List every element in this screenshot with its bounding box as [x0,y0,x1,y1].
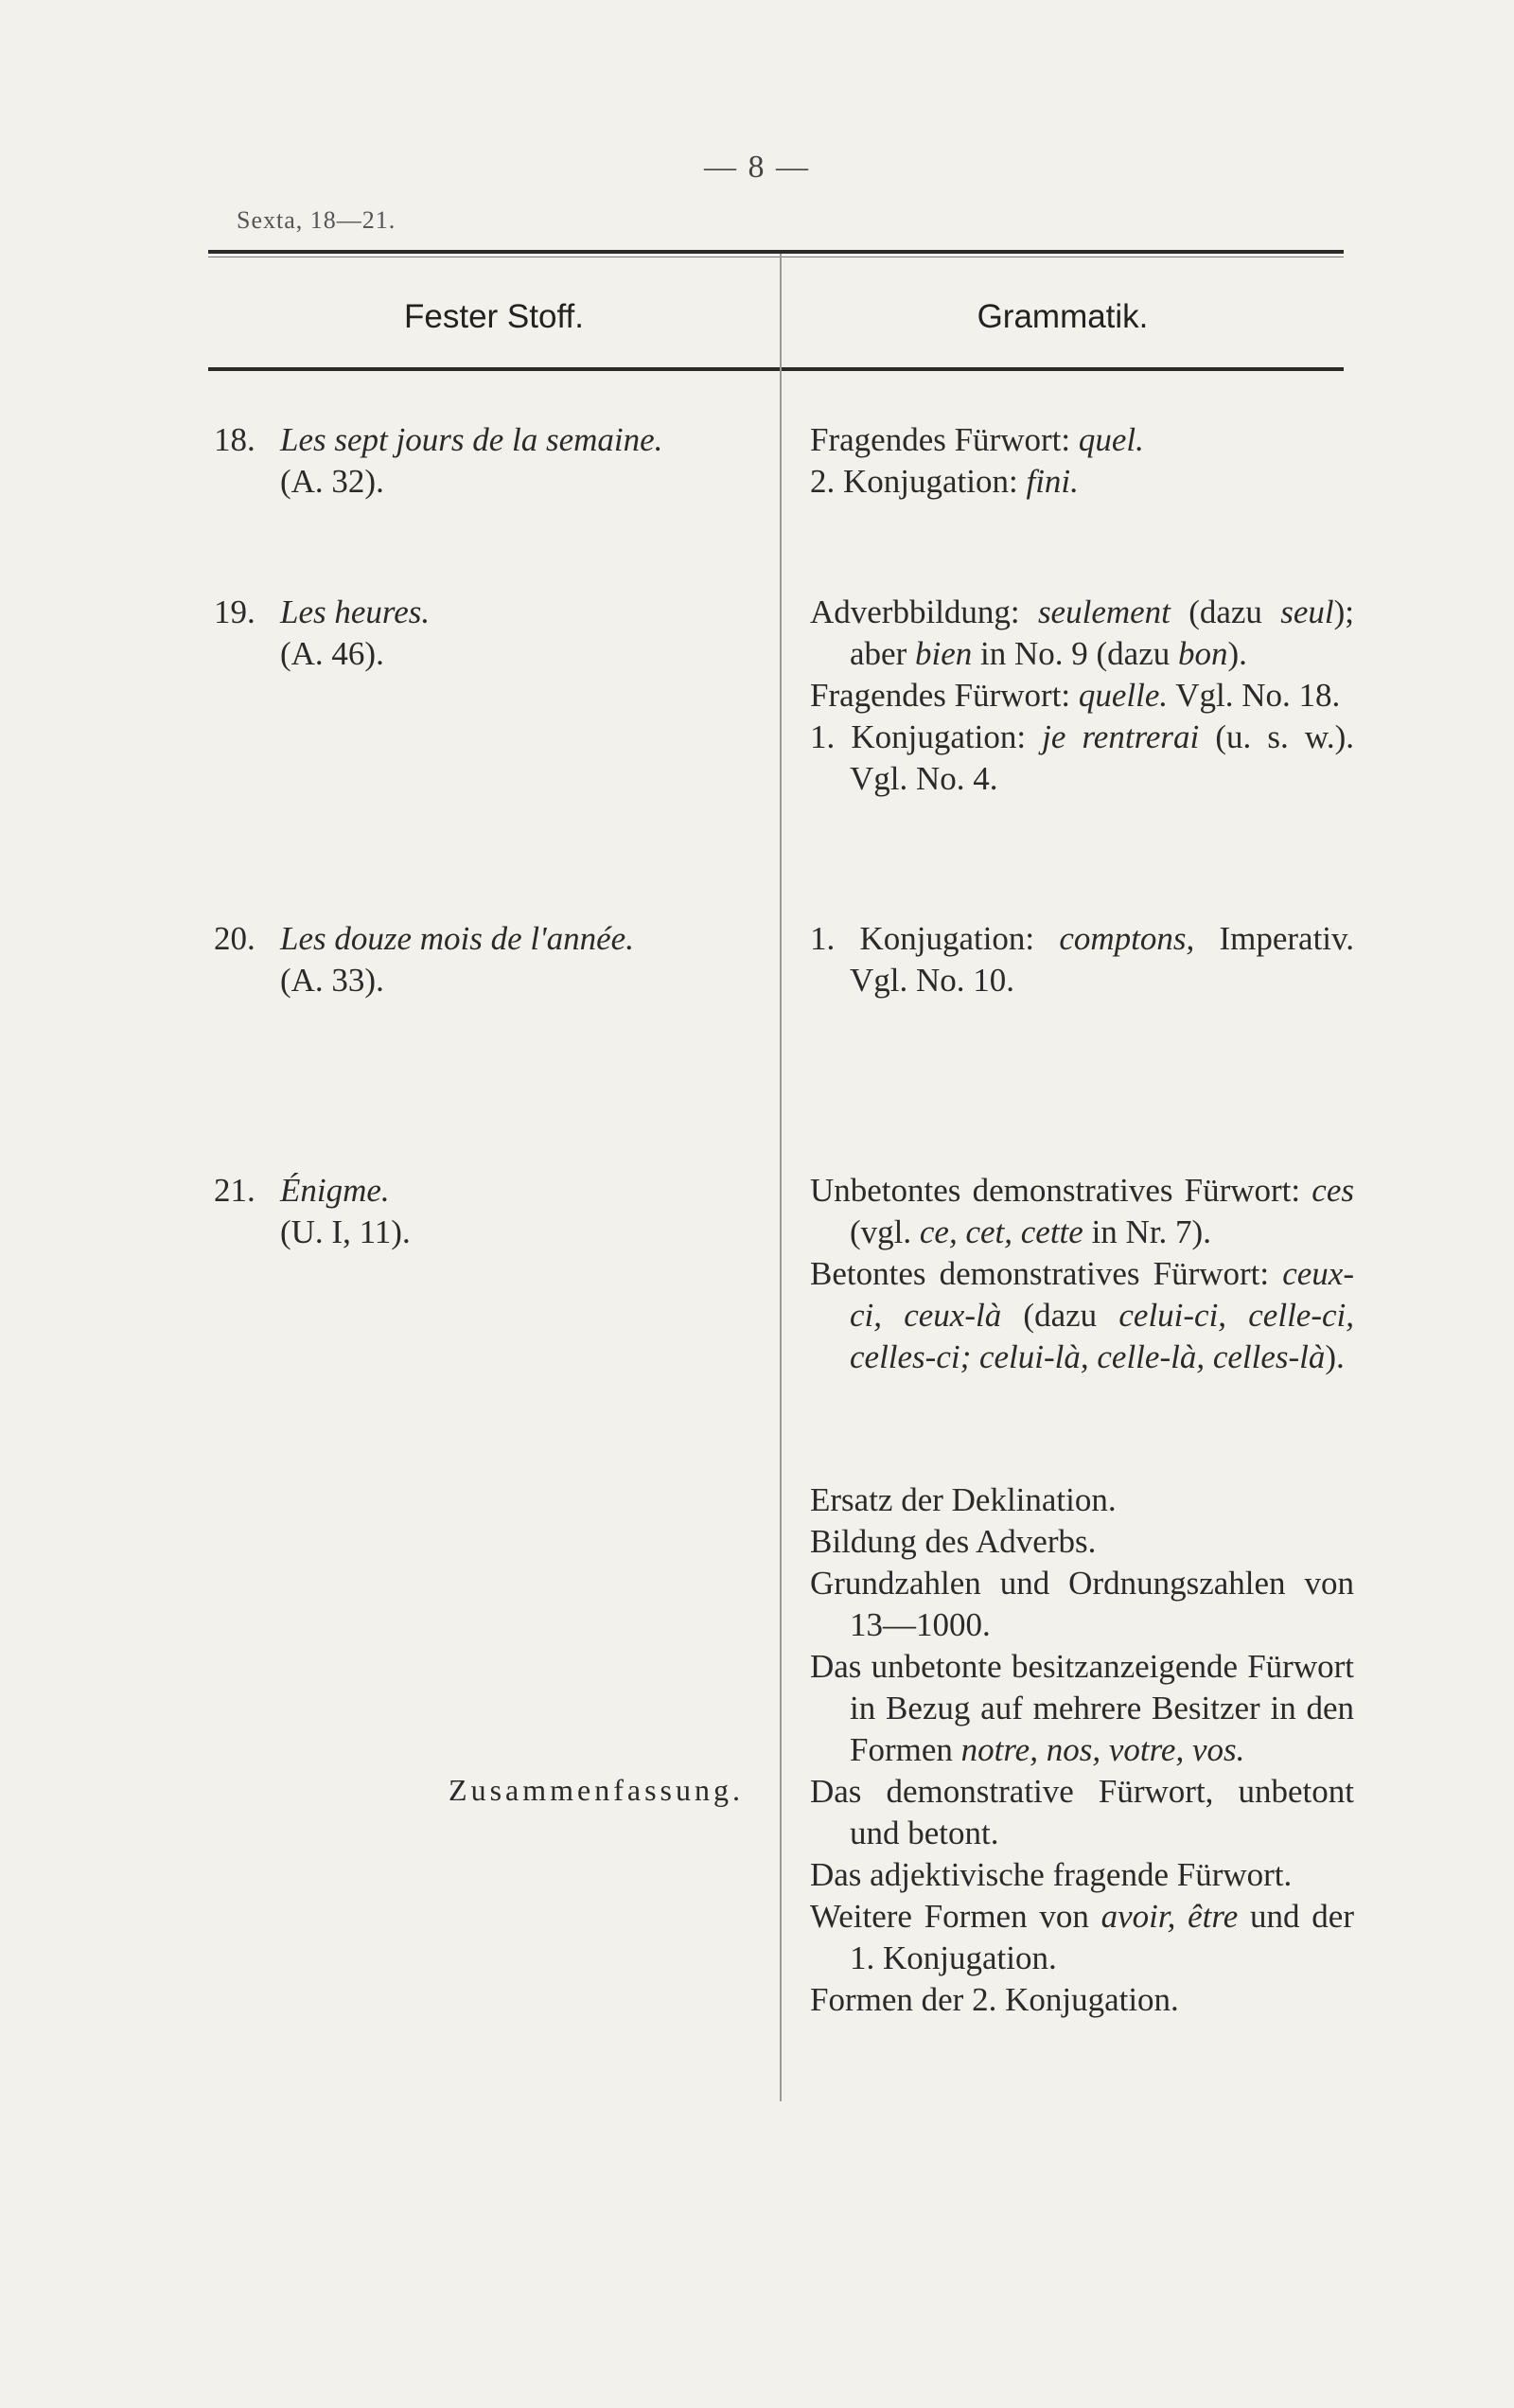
entry-21 [214,1170,763,1253]
entry-number: 18. [214,421,255,458]
entry-reference: (A. 46). [280,635,384,672]
grammar-line: Betontes demonstratives Fürwort: ceux-ci, ceux-là (dazu celui-ci, celle-ci, celles-ci; celui-là, celle-là, celles-là). [810,1255,1354,1375]
grammar-21 [810,1170,1354,1378]
grammar-19 [810,592,1354,800]
summary-line: Bildung des Adverbs. [810,1523,1097,1560]
grammar-line: 1. Konjugation: je rentrerai (u. s. w.). Vgl. No. 4. [810,718,1354,797]
summary-line: Grundzahlen und Ordnungszahlen von 13—1000. [810,1565,1354,1643]
entry-20 [214,918,763,1001]
grammar-line: Unbetontes demonstratives Fürwort: ces (vgl. ce, cet, cette in Nr. 7). [810,1172,1354,1250]
grammar-line: 2. Konjugation: fini. [810,463,1079,500]
entry-title: Énigme. [280,1172,390,1209]
summary-line: Weitere Formen von avoir, être und der 1. Konjugation. [810,1898,1354,1976]
summary-line: Das unbetonte besitzanzeigende Fürwort in Bezug auf mehrere Besitzer in den Formen notre, nos, votre, vos. [810,1648,1354,1768]
entry-reference: (U. I, 11). [280,1213,411,1250]
section-label: Sexta, 18—21. [237,206,396,234]
column-header-fester-stoff: Fester Stoff. [404,298,584,335]
entry-number: 19. [214,593,255,630]
column-header-grammatik: Grammatik. [977,298,1149,335]
entry-18 [214,419,763,503]
grammar-summary [810,1479,1354,2021]
top-rule [208,250,1344,254]
grammar-line: Adverbbildung: seulement (dazu seul); aber bien in No. 9 (dazu bon). [810,593,1354,672]
entry-number: 20. [214,920,255,957]
entry-number: 21. [214,1172,255,1209]
summary-label: Zusammenfassung. [449,1773,744,1807]
summary-line: Ersatz der Deklination. [810,1481,1117,1518]
summary-line: Das adjektivische fragende Fürwort. [810,1856,1293,1893]
summary-line: Formen der 2. Konjugation. [810,1981,1179,2018]
column-divider [780,254,782,2101]
grammar-line: Fragendes Fürwort: quel. [810,421,1144,458]
entry-reference: (A. 33). [280,962,384,999]
grammar-20 [810,918,1354,1001]
grammar-18 [810,419,1354,503]
grammar-line: Fragendes Fürwort: quelle. Vgl. No. 18. [810,677,1341,714]
page-number: — 8 — [704,150,810,185]
entry-reference: (A. 32). [280,463,384,500]
summary-line: Das demonstrative Fürwort, unbetont und betont. [810,1773,1354,1851]
grammar-line: 1. Konjugation: comptons, Imperativ. Vgl. No. 10. [810,920,1354,999]
entry-title: Les douze mois de l'année. [280,920,634,957]
entry-19 [214,592,763,675]
entry-title: Les sept jours de la semaine. [280,421,663,458]
entry-title: Les heures. [280,593,431,630]
header-rule [208,367,1344,371]
